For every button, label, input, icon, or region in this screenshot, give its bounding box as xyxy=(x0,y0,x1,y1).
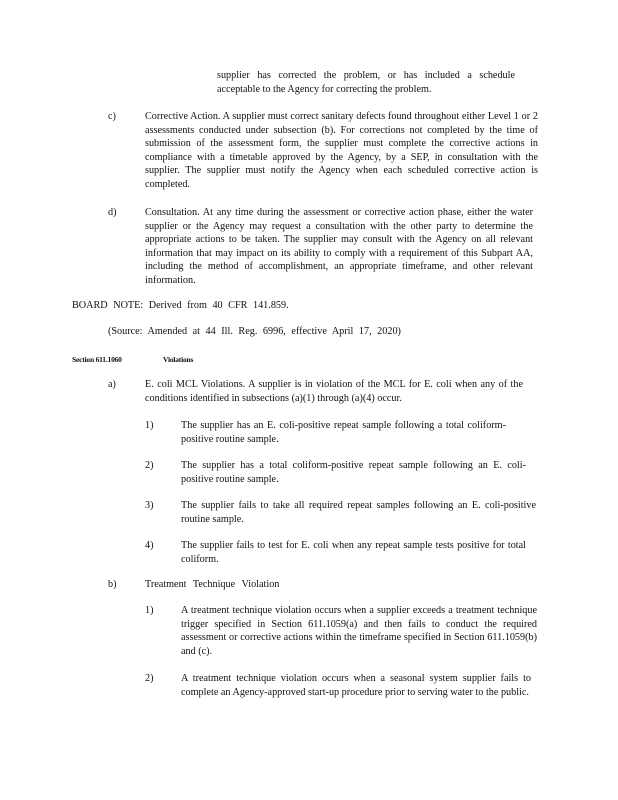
item-b-marker: b) xyxy=(108,579,117,590)
item-a-text: E. coli MCL Violations. A supplier is in violation of the MCL for E. coli when any of the conditions identified in subsections (a)(1) through (a)(4) occur. xyxy=(145,379,523,404)
item-a1-marker: 1) xyxy=(145,420,154,431)
item-c-text: Corrective Action. A supplier must correct sanitary defects found throughout either Level 1 or 2 assessments conducted under subsection (b). For corrections not completed by the time of submission of the assessment form, the supplier must complete the corrective actions in compliance with a timetable approved by the Agency, by a SEP, in consultation with the supplier. The supplier must notify the Agency when each scheduled corrective action is completed. xyxy=(145,111,538,190)
item-a2-paragraph xyxy=(181,459,526,486)
item-a-marker: a) xyxy=(108,379,116,390)
item-a4-text: The supplier fails to test for E. coli when any repeat sample tests positive for total coliform. xyxy=(181,540,526,565)
section-title: Violations xyxy=(163,355,194,364)
item-b2-marker: 2) xyxy=(145,673,154,684)
item-a2-text: The supplier has a total coliform-positive repeat sample following an E. coli-positive routine sample. xyxy=(181,460,526,485)
item-a2-marker: 2) xyxy=(145,460,154,471)
item-b2-paragraph xyxy=(181,672,531,699)
item-b1-text: A treatment technique violation occurs when a supplier exceeds a treatment technique trigger specified in Section 611.1059(a) and then fails to conduct the required assessment or corrective actions within the timeframe specified in Section 611.1059(b) and (c). xyxy=(181,605,537,657)
continuation-text: supplier has corrected the problem, or has included a schedule acceptable to the Agency for correcting the problem. xyxy=(217,70,515,95)
item-d-paragraph xyxy=(145,206,533,288)
item-d-marker: d) xyxy=(108,207,117,218)
item-b2-text: A treatment technique violation occurs when a seasonal system supplier fails to complete an Agency-approved start-up procedure prior to serving water to the public. xyxy=(181,673,531,698)
continuation-paragraph xyxy=(217,69,515,96)
item-a3-text: The supplier fails to take all required repeat samples following an E. coli-positive routine sample. xyxy=(181,500,536,525)
board-note: BOARD NOTE: Derived from 40 CFR 141.859. xyxy=(72,300,289,311)
item-d-text: Consultation. At any time during the assessment or corrective action phase, either the water supplier or the Agency may request a consultation with the other party to determine the appropriate actions to be taken. The supplier may consult with the Agency on all relevant information that may impact on its ability to comply with a requirement of this Subpart AA, including the method of accomplishment, an appropriate timeframe, and other relevant information. xyxy=(145,207,533,286)
item-b-heading: Treatment Technique Violation xyxy=(145,579,280,590)
item-a3-paragraph xyxy=(181,499,536,526)
source-note: (Source: Amended at 44 Ill. Reg. 6996, effective April 17, 2020) xyxy=(108,326,401,337)
item-a1-text: The supplier has an E. coli-positive repeat sample following a total coliform-positive routine sample. xyxy=(181,420,506,445)
item-a-paragraph xyxy=(145,378,523,405)
item-c-marker: c) xyxy=(108,111,116,122)
item-a3-marker: 3) xyxy=(145,500,154,511)
item-a4-marker: 4) xyxy=(145,540,154,551)
item-b1-marker: 1) xyxy=(145,605,154,616)
item-c-paragraph xyxy=(145,110,538,192)
section-number: Section 611.1060 xyxy=(72,355,122,364)
item-b1-paragraph xyxy=(181,604,537,658)
item-a1-paragraph xyxy=(181,419,506,446)
item-a4-paragraph xyxy=(181,539,526,566)
